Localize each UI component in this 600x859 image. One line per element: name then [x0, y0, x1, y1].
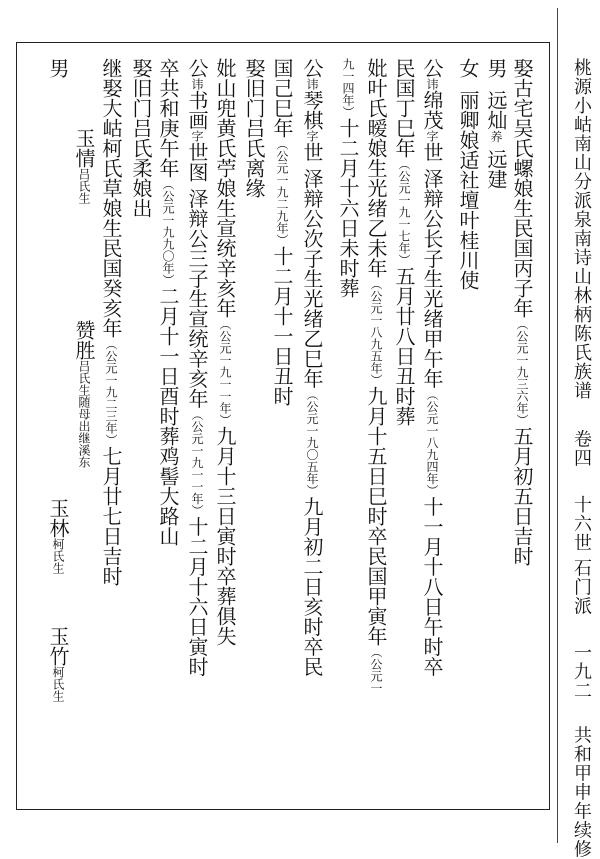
annotation-text: （公元一九二三年） [104, 338, 118, 446]
body-text: 远灿 [484, 90, 508, 131]
text-column [156, 58, 180, 546]
body-text: 世 泽辩公次子生光绪乙巳年 [300, 142, 324, 389]
body-text: 继娶大岵柯氏草娘生民国癸亥年 [99, 58, 123, 338]
body-text: 娶旧门吕氏柔娘出 [129, 58, 153, 218]
body-text: 五月廿八日丑时葬 [392, 266, 416, 426]
text-column [420, 58, 444, 676]
son-note: 吕氏生随母出继溪东 [77, 360, 91, 468]
body-text: 公 [420, 58, 444, 78]
body-text: 二月十一日酉时葬鸡髻大路山 [156, 286, 180, 546]
body-text: 九月初二日亥时卒民 [300, 496, 324, 677]
annotation-text: （公元一八九五年） [369, 278, 383, 386]
annotation-text: （公元一九一七年） [397, 158, 411, 266]
generation-label: 十六世 石门派 [571, 494, 592, 616]
son-entry [72, 128, 96, 204]
son-name: 赞胜 [72, 320, 96, 360]
body-text: 国己巳年 [270, 58, 294, 138]
text-column [99, 58, 123, 586]
son-entry [46, 626, 70, 702]
annotation-text: （公元一九〇五年） [305, 388, 319, 497]
son-name: 玉竹 [46, 626, 70, 666]
body-text: 卒共和庚午年 [156, 58, 180, 178]
text-column [392, 58, 416, 426]
text-column [270, 58, 294, 406]
son-name: 玉情 [72, 128, 96, 168]
margin-header [564, 58, 594, 859]
annotation-text: （公元一九九〇年） [161, 178, 175, 286]
body-text: 十二月十六日寅时 [185, 516, 209, 677]
body-text: 绵茂 [420, 90, 444, 130]
annotation-text: （公元一八九四年） [425, 388, 439, 497]
text-column [129, 58, 153, 218]
annotation-text: 养 [489, 130, 503, 143]
text-column [364, 58, 388, 694]
annotation-text: 字 [190, 130, 204, 142]
body-text: 娶古宅吴氏螺娘生民国丙子年 [510, 58, 534, 318]
body-text: 五月初五日吉时 [510, 426, 534, 566]
annotation-text: （公元一 [369, 646, 383, 694]
annotation-text: 字 [425, 130, 439, 142]
body-text: 公 [185, 58, 209, 78]
body-text: 民国丁巳年 [392, 58, 416, 158]
body-text: 丽卿娘适社壇叶桂川使 [456, 90, 480, 291]
son-note: 吕氏生 [77, 168, 91, 204]
annotation-text: （公元一九一一年） [218, 318, 232, 426]
annotation-text: （公元一九二九年） [275, 138, 289, 246]
body-text: 公 [300, 58, 324, 78]
son-entry [72, 320, 96, 468]
book-title: 桃源小岵南山分派泉南诗山林柄陈氏族谱 [571, 58, 592, 400]
annotation-text: 讳 [425, 78, 439, 90]
body-text: 妣山兜黄氏苧娘生宣统辛亥年 [213, 58, 237, 318]
margin-divider [557, 8, 558, 843]
volume-label: 卷四 [571, 429, 592, 468]
annotation-text: 讳 [190, 78, 204, 90]
son-note: 柯氏生 [51, 666, 65, 702]
text-column [242, 58, 266, 198]
annotation-text: 字 [305, 130, 319, 142]
son-note: 柯氏生 [51, 538, 65, 574]
body-text: 远建 [484, 142, 508, 189]
son-name: 玉林 [46, 498, 70, 538]
annotation-text: （公元一九三六年） [515, 318, 529, 426]
body-text: 世图 泽辩公三子生宣统辛亥年 [185, 142, 209, 409]
body-text: 九月十三日寅时卒葬俱失 [213, 426, 237, 646]
annotation-text: 九一四年） [341, 58, 355, 118]
body-text: 琴棋 [300, 90, 324, 130]
text-column [484, 58, 508, 189]
edition-label: 共和甲申年续修 [571, 725, 592, 859]
body-text: 男 [46, 58, 70, 78]
body-text: 十一月十八日午时卒 [420, 496, 444, 677]
text-column [185, 58, 209, 676]
text-column [456, 58, 480, 290]
annotation-text: （公元一九一一年） [190, 408, 204, 517]
text-column [300, 58, 324, 676]
text-column [213, 58, 237, 646]
body-text: 妣叶氏暧娘生光绪乙未年 [364, 58, 388, 278]
text-column [46, 58, 70, 78]
body-text: 女 [456, 58, 480, 85]
body-text: 娶旧门吕氏离缘 [242, 58, 266, 198]
body-text: 男 [484, 58, 508, 85]
text-column [510, 58, 534, 566]
body-text: 书画 [185, 90, 209, 130]
body-text: 七月廿七日吉时 [99, 446, 123, 586]
body-text: 九月十五日巳时卒民国甲寅年 [364, 386, 388, 646]
annotation-text: 讳 [305, 78, 319, 90]
page-number: 一九二 [571, 643, 592, 701]
body-text: 世 泽辩公长子生光绪甲午年 [420, 142, 444, 389]
text-column [336, 58, 360, 298]
body-text: 十二月十六日未时葬 [336, 118, 360, 298]
body-text: 十二月十一日丑时 [270, 246, 294, 406]
son-entry [46, 498, 70, 574]
